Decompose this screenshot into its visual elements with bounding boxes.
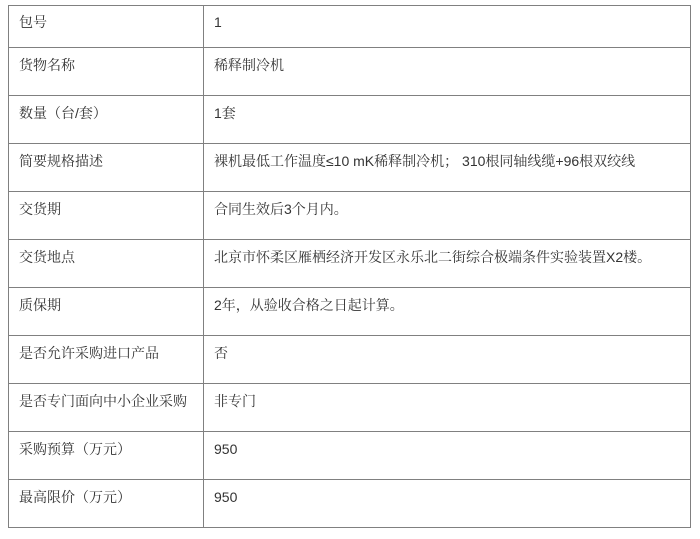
row-value-cell: 1 <box>204 6 691 48</box>
row-value-cell: 否 <box>204 336 691 384</box>
row-label-cell: 采购预算（万元） <box>9 432 204 480</box>
row-label-cell: 是否专门面向中小企业采购 <box>9 384 204 432</box>
row-label-cell: 交货地点 <box>9 240 204 288</box>
procurement-package-table <box>8 5 691 528</box>
row-label-cell: 包号 <box>9 6 204 48</box>
row-value-cell: 950 <box>204 480 691 528</box>
row-value-cell: 非专门 <box>204 384 691 432</box>
row-value-cell: 合同生效后3个月内。 <box>204 192 691 240</box>
table-row-warranty-period <box>9 288 691 336</box>
table-row-procurement-budget <box>9 432 691 480</box>
row-value-cell: 北京市怀柔区雁栖经济开发区永乐北二街综合极端条件实验装置X2楼。 <box>204 240 691 288</box>
row-label-cell: 质保期 <box>9 288 204 336</box>
table-row-import-allowed <box>9 336 691 384</box>
table-row-delivery-place <box>9 240 691 288</box>
row-value-cell: 稀释制冷机 <box>204 48 691 96</box>
row-label-cell: 交货期 <box>9 192 204 240</box>
row-label-cell: 数量（台/套） <box>9 96 204 144</box>
row-value-cell: 2年，从验收合格之日起计算。 <box>204 288 691 336</box>
row-label-cell: 简要规格描述 <box>9 144 204 192</box>
table-row-sme-targeted <box>9 384 691 432</box>
row-value-cell: 1套 <box>204 96 691 144</box>
row-value-cell: 950 <box>204 432 691 480</box>
table-row-goods-name <box>9 48 691 96</box>
row-label-cell: 是否允许采购进口产品 <box>9 336 204 384</box>
table-row-spec-description <box>9 144 691 192</box>
table-row-quantity <box>9 96 691 144</box>
row-value-cell: 裸机最低工作温度≤10 mK稀释制冷机； 310根同轴线缆+96根双绞线 <box>204 144 691 192</box>
table-row-max-price-limit <box>9 480 691 528</box>
table-row-package-number <box>9 6 691 48</box>
row-label-cell: 最高限价（万元） <box>9 480 204 528</box>
table-row-delivery-time <box>9 192 691 240</box>
row-label-cell: 货物名称 <box>9 48 204 96</box>
